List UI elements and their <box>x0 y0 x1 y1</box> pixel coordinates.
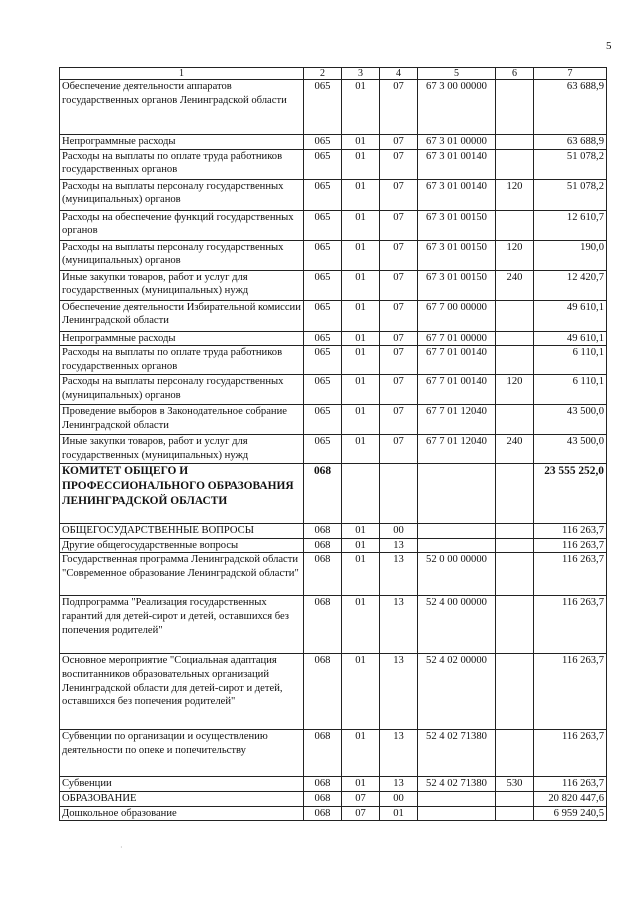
row-expense-type <box>496 346 534 375</box>
row-section-code: 07 <box>342 806 380 821</box>
row-section-code: 01 <box>342 80 380 135</box>
row-ministry-code: 065 <box>304 405 342 435</box>
row-subsection-code: 13 <box>380 730 418 777</box>
table-row <box>60 179 607 210</box>
table-row <box>60 524 607 539</box>
header-col-6: 6 <box>496 68 534 80</box>
row-subsection-code: 07 <box>380 346 418 375</box>
row-name: ОБРАЗОВАНИЕ <box>60 791 304 806</box>
row-expense-type: 120 <box>496 179 534 210</box>
row-amount: 116 263,7 <box>534 654 607 730</box>
row-section-code <box>342 464 380 524</box>
row-name: Иные закупки товаров, работ и услуг для государственных (муниципальных) нужд <box>60 270 304 300</box>
table-row <box>60 135 607 150</box>
page-number: 5 <box>606 40 612 52</box>
row-section-code: 01 <box>342 777 380 792</box>
row-expense-type <box>496 135 534 150</box>
table-row <box>60 553 607 596</box>
row-target-code: 67 3 01 00140 <box>418 149 496 179</box>
row-amount: 116 263,7 <box>534 524 607 539</box>
header-col-4: 4 <box>380 68 418 80</box>
table-row <box>60 149 607 179</box>
row-ministry-code: 068 <box>304 524 342 539</box>
header-col-5: 5 <box>418 68 496 80</box>
row-name: Иные закупки товаров, работ и услуг для государственных (муниципальных) нужд <box>60 435 304 464</box>
row-section-code: 01 <box>342 135 380 150</box>
row-ministry-code: 065 <box>304 210 342 240</box>
row-section-code: 01 <box>342 331 380 346</box>
row-name: Обеспечение деятельности Избирательной комиссии Ленинградской области <box>60 300 304 331</box>
row-target-code <box>418 791 496 806</box>
row-name: Расходы на выплаты персоналу государственных (муниципальных) органов <box>60 179 304 210</box>
row-section-code: 07 <box>342 791 380 806</box>
row-amount: 23 555 252,0 <box>534 464 607 524</box>
row-amount: 6 110,1 <box>534 375 607 405</box>
row-subsection-code: 07 <box>380 240 418 270</box>
row-expense-type <box>496 596 534 654</box>
row-target-code <box>418 524 496 539</box>
row-subsection-code: 07 <box>380 331 418 346</box>
row-target-code <box>418 538 496 553</box>
table-row <box>60 730 607 777</box>
table-row <box>60 806 607 821</box>
row-subsection-code: 07 <box>380 149 418 179</box>
row-name: Государственная программа Ленинградской области "Современное образование Ленинградской области" <box>60 553 304 596</box>
row-amount: 116 263,7 <box>534 596 607 654</box>
row-expense-type <box>496 149 534 179</box>
row-name: Субвенции <box>60 777 304 792</box>
row-ministry-code: 068 <box>304 464 342 524</box>
row-target-code: 67 3 01 00000 <box>418 135 496 150</box>
row-expense-type <box>496 464 534 524</box>
row-section-code: 01 <box>342 596 380 654</box>
row-section-code: 01 <box>342 346 380 375</box>
row-expense-type: 240 <box>496 435 534 464</box>
row-subsection-code: 13 <box>380 596 418 654</box>
header-col-2: 2 <box>304 68 342 80</box>
row-target-code: 67 3 00 00000 <box>418 80 496 135</box>
row-ministry-code: 068 <box>304 596 342 654</box>
row-subsection-code: 13 <box>380 777 418 792</box>
row-name: Проведение выборов в Законодательное собрание Ленинградской области <box>60 405 304 435</box>
row-amount: 49 610,1 <box>534 331 607 346</box>
row-ministry-code: 065 <box>304 435 342 464</box>
row-name: Расходы на выплаты персоналу государственных (муниципальных) органов <box>60 240 304 270</box>
row-expense-type: 120 <box>496 240 534 270</box>
row-ministry-code: 065 <box>304 270 342 300</box>
header-col-3: 3 <box>342 68 380 80</box>
table-row <box>60 300 607 331</box>
row-ministry-code: 065 <box>304 179 342 210</box>
table-row <box>60 464 607 524</box>
row-section-code: 01 <box>342 435 380 464</box>
row-expense-type <box>496 210 534 240</box>
row-name: Дошкольное образование <box>60 806 304 821</box>
row-amount: 49 610,1 <box>534 300 607 331</box>
row-amount: 51 078,2 <box>534 179 607 210</box>
row-ministry-code: 065 <box>304 375 342 405</box>
row-subsection-code: 13 <box>380 654 418 730</box>
row-subsection-code: 00 <box>380 524 418 539</box>
row-ministry-code: 065 <box>304 149 342 179</box>
row-section-code: 01 <box>342 300 380 331</box>
row-name: Расходы на выплаты персоналу государственных (муниципальных) органов <box>60 375 304 405</box>
row-target-code: 67 3 01 00140 <box>418 179 496 210</box>
row-amount: 6 110,1 <box>534 346 607 375</box>
row-subsection-code: 07 <box>380 179 418 210</box>
row-name: Расходы на выплаты по оплате труда работников государственных органов <box>60 346 304 375</box>
row-name: Расходы на обеспечение функций государственных органов <box>60 210 304 240</box>
row-amount: 63 688,9 <box>534 135 607 150</box>
row-subsection-code: 07 <box>380 270 418 300</box>
row-expense-type <box>496 806 534 821</box>
row-section-code: 01 <box>342 179 380 210</box>
row-subsection-code: 01 <box>380 806 418 821</box>
row-amount: 20 820 447,6 <box>534 791 607 806</box>
row-expense-type <box>496 331 534 346</box>
table-row <box>60 375 607 405</box>
row-section-code: 01 <box>342 538 380 553</box>
row-section-code: 01 <box>342 405 380 435</box>
row-ministry-code: 065 <box>304 346 342 375</box>
table-row <box>60 331 607 346</box>
row-ministry-code: 068 <box>304 553 342 596</box>
row-subsection-code: 07 <box>380 375 418 405</box>
row-section-code: 01 <box>342 210 380 240</box>
row-amount: 116 263,7 <box>534 730 607 777</box>
row-target-code: 52 0 00 00000 <box>418 553 496 596</box>
row-ministry-code: 068 <box>304 806 342 821</box>
row-ministry-code: 065 <box>304 80 342 135</box>
table-row <box>60 405 607 435</box>
row-amount: 116 263,7 <box>534 777 607 792</box>
row-amount: 6 959 240,5 <box>534 806 607 821</box>
table-row <box>60 240 607 270</box>
row-expense-type: 530 <box>496 777 534 792</box>
row-target-code: 67 3 01 00150 <box>418 270 496 300</box>
row-amount: 12 610,7 <box>534 210 607 240</box>
table-row <box>60 654 607 730</box>
row-section-code: 01 <box>342 730 380 777</box>
table-row <box>60 538 607 553</box>
table-row <box>60 80 607 135</box>
row-name: КОМИТЕТ ОБЩЕГО И ПРОФЕССИОНАЛЬНОГО ОБРАЗОВАНИЯ ЛЕНИНГРАДСКОЙ ОБЛАСТИ <box>60 464 304 524</box>
table-row <box>60 777 607 792</box>
row-subsection-code: 07 <box>380 405 418 435</box>
table-row <box>60 435 607 464</box>
row-amount: 116 263,7 <box>534 538 607 553</box>
row-subsection-code <box>380 464 418 524</box>
row-target-code: 67 3 01 00150 <box>418 240 496 270</box>
row-name: Расходы на выплаты по оплате труда работников государственных органов <box>60 149 304 179</box>
row-subsection-code: 13 <box>380 553 418 596</box>
row-ministry-code: 068 <box>304 791 342 806</box>
row-name: ОБЩЕГОСУДАРСТВЕННЫЕ ВОПРОСЫ <box>60 524 304 539</box>
row-name: Основное мероприятие "Социальная адаптация воспитанников образовательных организаций Ленинградской области для детей-сирот и детей, оставшихся без попечения родителей" <box>60 654 304 730</box>
row-amount: 116 263,7 <box>534 553 607 596</box>
row-target-code: 67 7 01 00000 <box>418 331 496 346</box>
row-amount: 51 078,2 <box>534 149 607 179</box>
row-expense-type <box>496 538 534 553</box>
row-amount: 190,0 <box>534 240 607 270</box>
header-row <box>60 68 607 80</box>
row-subsection-code: 00 <box>380 791 418 806</box>
row-subsection-code: 07 <box>380 135 418 150</box>
table-row <box>60 596 607 654</box>
budget-table <box>59 67 607 821</box>
row-target-code: 52 4 02 00000 <box>418 654 496 730</box>
row-amount: 43 500,0 <box>534 405 607 435</box>
table-row <box>60 270 607 300</box>
table-row <box>60 346 607 375</box>
row-expense-type <box>496 654 534 730</box>
row-expense-type <box>496 300 534 331</box>
table-row <box>60 210 607 240</box>
row-section-code: 01 <box>342 240 380 270</box>
row-expense-type <box>496 80 534 135</box>
row-target-code: 52 4 02 71380 <box>418 777 496 792</box>
row-ministry-code: 065 <box>304 331 342 346</box>
row-expense-type: 240 <box>496 270 534 300</box>
row-section-code: 01 <box>342 654 380 730</box>
row-ministry-code: 068 <box>304 654 342 730</box>
row-target-code: 67 3 01 00150 <box>418 210 496 240</box>
row-ministry-code: 068 <box>304 730 342 777</box>
row-ministry-code: 065 <box>304 240 342 270</box>
row-subsection-code: 07 <box>380 300 418 331</box>
row-section-code: 01 <box>342 524 380 539</box>
row-target-code <box>418 464 496 524</box>
row-section-code: 01 <box>342 553 380 596</box>
row-ministry-code: 065 <box>304 300 342 331</box>
row-target-code: 67 7 01 00140 <box>418 375 496 405</box>
row-name: Субвенции по организации и осуществлению деятельности по опеке и попечительству <box>60 730 304 777</box>
row-target-code: 52 4 00 00000 <box>418 596 496 654</box>
row-subsection-code: 13 <box>380 538 418 553</box>
row-target-code: 67 7 01 12040 <box>418 435 496 464</box>
header-col-1: 1 <box>60 68 304 80</box>
row-target-code: 67 7 01 00140 <box>418 346 496 375</box>
row-section-code: 01 <box>342 375 380 405</box>
row-target-code: 67 7 01 12040 <box>418 405 496 435</box>
row-name: Обеспечение деятельности аппаратов государственных органов Ленинградской области <box>60 80 304 135</box>
row-expense-type <box>496 553 534 596</box>
row-section-code: 01 <box>342 149 380 179</box>
row-subsection-code: 07 <box>380 80 418 135</box>
row-expense-type <box>496 730 534 777</box>
row-expense-type: 120 <box>496 375 534 405</box>
row-subsection-code: 07 <box>380 435 418 464</box>
row-amount: 43 500,0 <box>534 435 607 464</box>
row-ministry-code: 068 <box>304 538 342 553</box>
row-expense-type <box>496 524 534 539</box>
row-target-code: 52 4 02 71380 <box>418 730 496 777</box>
row-expense-type <box>496 405 534 435</box>
row-target-code: 67 7 00 00000 <box>418 300 496 331</box>
row-name: Другие общегосударственные вопросы <box>60 538 304 553</box>
scan-dot: · <box>120 843 123 852</box>
row-target-code <box>418 806 496 821</box>
row-expense-type <box>496 791 534 806</box>
row-name: Подпрограмма "Реализация государственных гарантий для детей-сирот и детей, оставшихся без попечения родителей" <box>60 596 304 654</box>
header-col-7: 7 <box>534 68 607 80</box>
row-name: Непрограммные расходы <box>60 331 304 346</box>
row-name: Непрограммные расходы <box>60 135 304 150</box>
row-amount: 12 420,7 <box>534 270 607 300</box>
row-section-code: 01 <box>342 270 380 300</box>
row-ministry-code: 065 <box>304 135 342 150</box>
row-amount: 63 688,9 <box>534 80 607 135</box>
table-row <box>60 791 607 806</box>
row-subsection-code: 07 <box>380 210 418 240</box>
row-ministry-code: 068 <box>304 777 342 792</box>
